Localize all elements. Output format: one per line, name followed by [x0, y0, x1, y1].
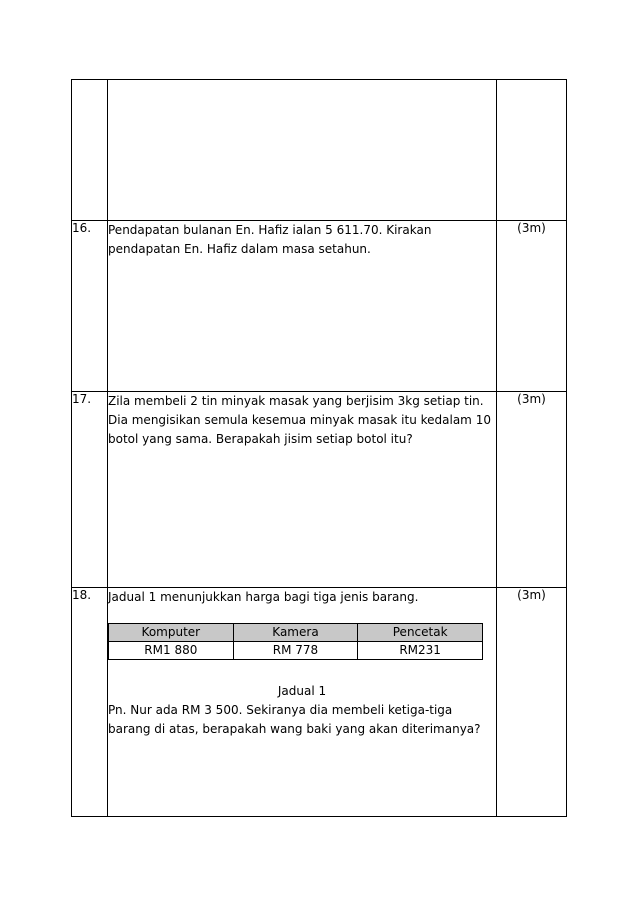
question-marks: (3m) [497, 221, 567, 392]
question-marks: (3m) [497, 588, 567, 817]
answer-space [108, 80, 497, 221]
question-row-17 [72, 392, 567, 588]
question-text: Pendapatan bulanan En. Hafiz ialan 5 611.70. Kirakan pendapatan En. Hafiz dalam masa setahun. [108, 223, 432, 256]
number-cell [72, 80, 108, 221]
question-text: Zila membeli 2 tin minyak masak yang berjisim 3kg setiap tin. Dia mengisikan semula kesemua minyak masak itu kedalam 10 botol yang sama. Berapakah jisim setiap botol itu? [108, 394, 491, 446]
price-value: RM 778 [233, 642, 358, 660]
price-value: RM231 [358, 642, 483, 660]
question-sheet [71, 79, 567, 817]
question-cell [108, 588, 497, 817]
question-number: 16. [72, 221, 108, 392]
question-cell [108, 392, 497, 588]
question-marks: (3m) [497, 392, 567, 588]
price-table [108, 623, 483, 660]
price-header: Pencetak [358, 624, 483, 642]
price-header: Kamera [233, 624, 358, 642]
question-number: 18. [72, 588, 108, 817]
question-cell [108, 221, 497, 392]
question-row-18 [72, 588, 567, 817]
marks-cell [497, 80, 567, 221]
question-row-16 [72, 221, 567, 392]
price-value: RM1 880 [109, 642, 234, 660]
price-header: Komputer [109, 624, 234, 642]
question-text: Pn. Nur ada RM 3 500. Sekiranya dia membeli ketiga-tiga barang di atas, berapakah wang baki yang akan diterimanya? [108, 703, 481, 736]
price-table-value-row [109, 642, 483, 660]
question-intro: Jadual 1 menunjukkan harga bagi tiga jenis barang. [108, 590, 419, 604]
price-table-header-row [109, 624, 483, 642]
answer-space-row-15 [72, 80, 567, 221]
question-number: 17. [72, 392, 108, 588]
table-caption: Jadual 1 [277, 684, 327, 698]
